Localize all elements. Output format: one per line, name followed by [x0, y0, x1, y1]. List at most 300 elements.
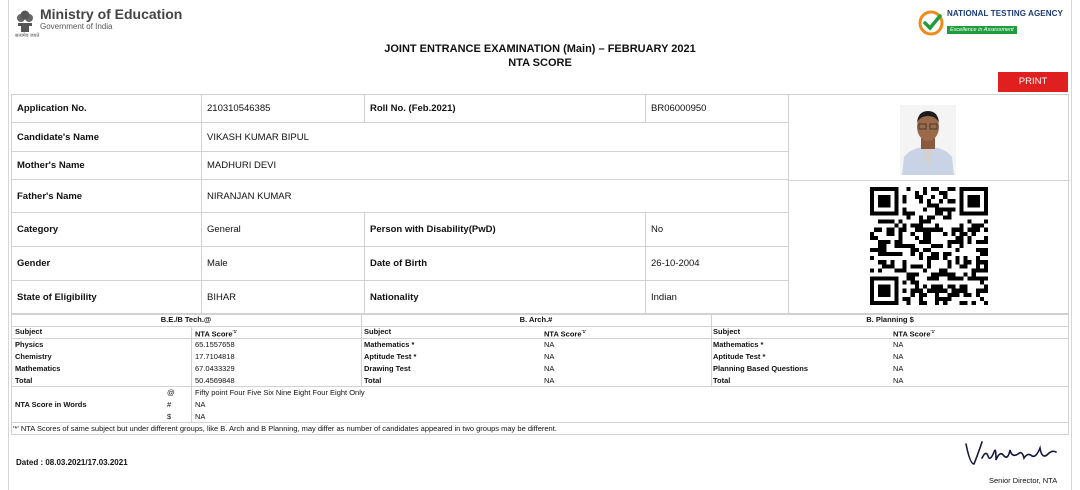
qr-module [870, 256, 874, 260]
grid-line [11, 314, 12, 434]
score-header-row [11, 326, 1069, 338]
qr-module [947, 285, 951, 289]
qr-module [927, 228, 931, 232]
qr-module [927, 248, 931, 252]
qr-module [923, 232, 927, 236]
nta-logo [918, 9, 1063, 36]
qr-module [915, 281, 919, 285]
grid-line [11, 422, 1069, 423]
qr-module [907, 277, 911, 281]
emblem-caption: सत्यमेव जयते [15, 33, 40, 39]
ashoka-emblem-icon [14, 6, 36, 36]
qr-module [980, 260, 984, 264]
qr-module [919, 220, 923, 224]
barch-subject: Mathematics * [364, 340, 415, 349]
betech-subject-header: Subject [15, 327, 43, 336]
qr-module [915, 272, 919, 276]
qr-module [927, 232, 931, 236]
qr-module [927, 236, 931, 240]
qr-module [935, 293, 939, 297]
barch-score: NA [544, 364, 555, 373]
qr-module [919, 199, 923, 203]
qr-module [874, 236, 878, 240]
qr-module [882, 248, 886, 252]
qr-module [919, 240, 923, 244]
qr-module [980, 248, 984, 252]
father-name-value: NIRANJAN KUMAR [202, 180, 789, 213]
qr-module [964, 256, 968, 260]
mother-name-label: Mother's Name [12, 152, 202, 180]
qr-module [939, 244, 943, 248]
qr-module [870, 232, 874, 236]
qr-module [947, 207, 951, 211]
grid-line [11, 326, 1069, 327]
barch-subject-header: Subject [364, 327, 392, 336]
qr-module [947, 297, 951, 301]
qr-module [927, 215, 931, 219]
qr-module [903, 289, 907, 293]
grid-line [11, 386, 1069, 387]
qr-module [878, 220, 882, 224]
qr-module [943, 252, 947, 256]
qr-module [907, 244, 911, 248]
qr-module [927, 220, 931, 224]
qr-module [903, 199, 907, 203]
qr-module [931, 203, 935, 207]
qr-module [968, 277, 972, 281]
qr-module [947, 240, 951, 244]
signer-title: Senior Director, NTA [989, 476, 1058, 485]
qr-module [923, 285, 927, 289]
qr-module [960, 228, 964, 232]
qr-module [980, 297, 984, 301]
candidate-info-table [11, 94, 1069, 314]
qr-module [943, 297, 947, 301]
qr-module [915, 191, 919, 195]
qr-module [919, 297, 923, 301]
qr-module [923, 207, 927, 211]
dated-text: Dated : 08.03.2021/17.03.2021 [16, 458, 128, 467]
barch-subject: Total [364, 376, 382, 385]
qr-module [882, 244, 886, 248]
nationality-label: Nationality [365, 281, 646, 314]
page-title: JOINT ENTRANCE EXAMINATION (Main) – FEBRUARY 2021 [384, 43, 696, 55]
qr-module [947, 187, 951, 191]
qr-module [894, 224, 898, 228]
nta-check-icon [918, 10, 944, 36]
qr-module [968, 240, 972, 244]
qr-module [964, 285, 968, 289]
words-symbol: # [167, 400, 172, 409]
qr-module [894, 252, 898, 256]
qr-module [968, 260, 972, 264]
qr-module [911, 281, 915, 285]
qr-module [923, 191, 927, 195]
barch-score: NA [544, 340, 555, 349]
qr-code [870, 187, 988, 305]
qr-module [931, 215, 935, 219]
qr-module [976, 224, 980, 228]
qr-module [919, 289, 923, 293]
qr-module [935, 203, 939, 207]
qr-module [870, 248, 874, 252]
qr-module [980, 289, 984, 293]
qr-module [939, 285, 943, 289]
qr-module [943, 195, 947, 199]
grid-line [711, 314, 712, 386]
qr-module [919, 256, 923, 260]
qr-module [955, 260, 959, 264]
qr-module [907, 301, 911, 305]
qr-module [878, 240, 882, 244]
qr-module [980, 281, 984, 285]
qr-module [947, 211, 951, 215]
government-name: Government of India [40, 22, 113, 31]
qr-module [890, 252, 894, 256]
qr-module [903, 244, 907, 248]
qr-module [955, 293, 959, 297]
qr-module [907, 211, 911, 215]
qr-module [984, 220, 988, 224]
qr-module [972, 232, 976, 236]
qr-module [980, 252, 984, 256]
qr-module [960, 224, 964, 228]
qr-module [931, 187, 935, 191]
qr-module [984, 289, 988, 293]
qr-module [878, 268, 882, 272]
qr-module [955, 236, 959, 240]
qr-module [898, 236, 902, 240]
qr-module [923, 268, 927, 272]
qr-module [943, 272, 947, 276]
ministry-logo [14, 6, 182, 36]
qr-module [878, 252, 882, 256]
qr-module [947, 293, 951, 297]
qr-module [939, 199, 943, 203]
qr-module [898, 232, 902, 236]
qr-module [919, 252, 923, 256]
bplanning-score: NA [893, 376, 904, 385]
qr-module [947, 272, 951, 276]
qr-module [984, 240, 988, 244]
qr-module [878, 260, 882, 264]
grid-line [11, 314, 1069, 315]
candidate-photo [900, 105, 956, 175]
qr-module [911, 264, 915, 268]
qr-module [935, 272, 939, 276]
qr-module [931, 272, 935, 276]
qr-module [911, 277, 915, 281]
qr-module [890, 232, 894, 236]
qr-module [931, 277, 935, 281]
qr-module [951, 207, 955, 211]
qr-module [939, 289, 943, 293]
qr-module [886, 240, 890, 244]
barch-subject: Drawing Test [364, 364, 411, 373]
qr-module [911, 248, 915, 252]
qr-module [898, 268, 902, 272]
group-betech-header: B.E./B Tech.@ [160, 315, 212, 324]
qr-module [903, 228, 907, 232]
qr-module [964, 232, 968, 236]
qr-module [947, 252, 951, 256]
qr-module [894, 240, 898, 244]
qr-module [903, 281, 907, 285]
bplanning-subject: Aptitude Test * [713, 352, 766, 361]
roll-no-label: Roll No. (Feb.2021) [365, 95, 646, 123]
qr-module [874, 248, 878, 252]
betech-score: 67.0433329 [195, 364, 235, 373]
qr-module [898, 220, 902, 224]
qr-module [927, 256, 931, 260]
qr-module [870, 236, 874, 240]
qr-module [955, 277, 959, 281]
print-button[interactable]: PRINT [998, 72, 1068, 92]
qr-module [976, 293, 980, 297]
words-text: NA [195, 412, 206, 421]
qr-module [976, 260, 980, 264]
qr-module [927, 199, 931, 203]
betech-subject: Total [15, 376, 33, 385]
grid-line [1068, 314, 1069, 434]
qr-module [907, 215, 911, 219]
qr-module [976, 256, 980, 260]
qr-module [927, 260, 931, 264]
qr-module [923, 240, 927, 244]
qr-module [907, 187, 911, 191]
qr-module [915, 248, 919, 252]
mother-name-value: MADHURI DEVI [202, 152, 789, 180]
qr-module [935, 252, 939, 256]
qr-module [919, 215, 923, 219]
qr-module [964, 289, 968, 293]
qr-module [911, 252, 915, 256]
qr-module [960, 232, 964, 236]
qr-module [927, 277, 931, 281]
qr-module [886, 252, 890, 256]
qr-module [935, 228, 939, 232]
qr-module [980, 240, 984, 244]
qr-module [935, 187, 939, 191]
qr-module [960, 236, 964, 240]
qr-module [931, 244, 935, 248]
qr-module [919, 264, 923, 268]
qr-module [955, 256, 959, 260]
qr-module [976, 228, 980, 232]
words-text: Fifty point Four Five Six Nine Eight Four Eight Only [195, 388, 365, 397]
qr-module [960, 244, 964, 248]
qr-module [870, 268, 874, 272]
qr-module [980, 268, 984, 272]
qr-module [943, 207, 947, 211]
qr-module [984, 264, 988, 268]
qr-module [907, 297, 911, 301]
table-row [11, 399, 1069, 411]
qr-module [894, 244, 898, 248]
qr-module [939, 297, 943, 301]
qr-module [935, 256, 939, 260]
qr-module [890, 264, 894, 268]
qr-module [878, 228, 882, 232]
gender-value: Male [202, 247, 365, 281]
words-symbol: $ [167, 412, 172, 421]
qr-module [911, 289, 915, 293]
bplanning-score-header: NTA Score$^{'1'}$ [893, 329, 936, 339]
qr-module [968, 293, 972, 297]
qr-module [964, 293, 968, 297]
qr-module [878, 244, 882, 248]
group-barch-header: B. Arch.# [519, 315, 553, 324]
qr-module [886, 264, 890, 268]
state-label: State of Eligibility [12, 281, 202, 314]
qr-module [923, 293, 927, 297]
bplanning-score: NA [893, 352, 904, 361]
qr-module [903, 260, 907, 264]
qr-module [939, 207, 943, 211]
application-no-value: 210310546385 [202, 95, 365, 123]
qr-module [923, 187, 927, 191]
qr-module [935, 301, 939, 305]
barch-score-header: NTA Score$^{'1'}$ [544, 329, 587, 339]
qr-module [984, 285, 988, 289]
qr-module [960, 301, 964, 305]
qr-module [980, 224, 984, 228]
roll-no-value: BR06000950 [646, 95, 789, 123]
qr-module [923, 220, 927, 224]
qr-module [911, 232, 915, 236]
candidate-name-value: VIKASH KUMAR BIPUL [202, 123, 789, 152]
qr-module [927, 264, 931, 268]
qr-module [976, 264, 980, 268]
qr-module [890, 220, 894, 224]
qr-module [939, 228, 943, 232]
qr-module [947, 244, 951, 248]
qr-module [903, 264, 907, 268]
qr-module [951, 289, 955, 293]
qr-module [951, 187, 955, 191]
barch-subject: Aptitude Test * [364, 352, 417, 361]
qr-module [984, 228, 988, 232]
qr-module [951, 272, 955, 276]
qr-module [898, 228, 902, 232]
qr-module [960, 240, 964, 244]
qr-module [939, 268, 943, 272]
table-row [11, 351, 1069, 363]
qr-module [931, 252, 935, 256]
qr-module [882, 264, 886, 268]
qr-module [968, 220, 972, 224]
qr-module [939, 211, 943, 215]
gender-label: Gender [12, 247, 202, 281]
category-label: Category [12, 213, 202, 247]
qr-module [976, 277, 980, 281]
qr-module [972, 272, 976, 276]
qr-module [943, 256, 947, 260]
qr-module [882, 252, 886, 256]
qr-module [947, 277, 951, 281]
qr-module [923, 248, 927, 252]
qr-module [878, 248, 882, 252]
qr-module [968, 195, 980, 207]
table-row [11, 363, 1069, 375]
qr-module [911, 244, 915, 248]
qr-module [878, 285, 890, 297]
qr-module [935, 297, 939, 301]
nationality-value: Indian [646, 281, 789, 314]
betech-subject: Mathematics [15, 364, 61, 373]
qr-module [935, 277, 939, 281]
qr-module [919, 224, 923, 228]
qr-module [919, 195, 923, 199]
qr-module [878, 195, 890, 207]
words-text: NA [195, 400, 206, 409]
qr-module [911, 211, 915, 215]
qr-module [951, 199, 955, 203]
barch-score: NA [544, 352, 555, 361]
qr-module [951, 293, 955, 297]
qr-module [935, 207, 939, 211]
grid-line [11, 434, 1069, 435]
table-row [11, 387, 1069, 399]
qr-module [972, 301, 976, 305]
qr-module [972, 277, 976, 281]
qr-module [939, 272, 943, 276]
qr-module [947, 264, 951, 268]
table-row [11, 339, 1069, 351]
qr-module [915, 228, 919, 232]
qr-module [960, 289, 964, 293]
qr-module [951, 228, 955, 232]
qr-module [894, 268, 898, 272]
qr-module [911, 293, 915, 297]
qr-module [915, 236, 919, 240]
qr-module [903, 211, 907, 215]
qr-module [935, 211, 939, 215]
qr-module [915, 195, 919, 199]
qr-module [903, 207, 907, 211]
qr-module [898, 252, 902, 256]
qr-module [907, 272, 911, 276]
group-bplanning-header: B. Planning $ [866, 315, 914, 324]
qr-module [927, 240, 931, 244]
qr-module [984, 268, 988, 272]
qr-module [964, 260, 968, 264]
qr-module [923, 301, 927, 305]
qr-module [976, 240, 980, 244]
qr-module [976, 289, 980, 293]
qr-module [960, 264, 964, 268]
qr-module [984, 248, 988, 252]
qr-module [886, 228, 890, 232]
qr-module [972, 224, 976, 228]
dob-value: 26-10-2004 [646, 247, 789, 281]
bplanning-subject-header: Subject [713, 327, 741, 336]
qr-module [984, 252, 988, 256]
qr-module [972, 268, 976, 272]
qr-module [931, 195, 935, 199]
candidate-name-label: Candidate's Name [12, 123, 202, 152]
qr-module [898, 244, 902, 248]
qr-module [976, 268, 980, 272]
qr-module [915, 224, 919, 228]
qr-module [943, 289, 947, 293]
qr-module [951, 240, 955, 244]
qr-module [923, 228, 927, 232]
qr-module [960, 277, 964, 281]
qr-module [943, 215, 947, 219]
qr-module [951, 277, 955, 281]
qr-module [947, 199, 951, 203]
